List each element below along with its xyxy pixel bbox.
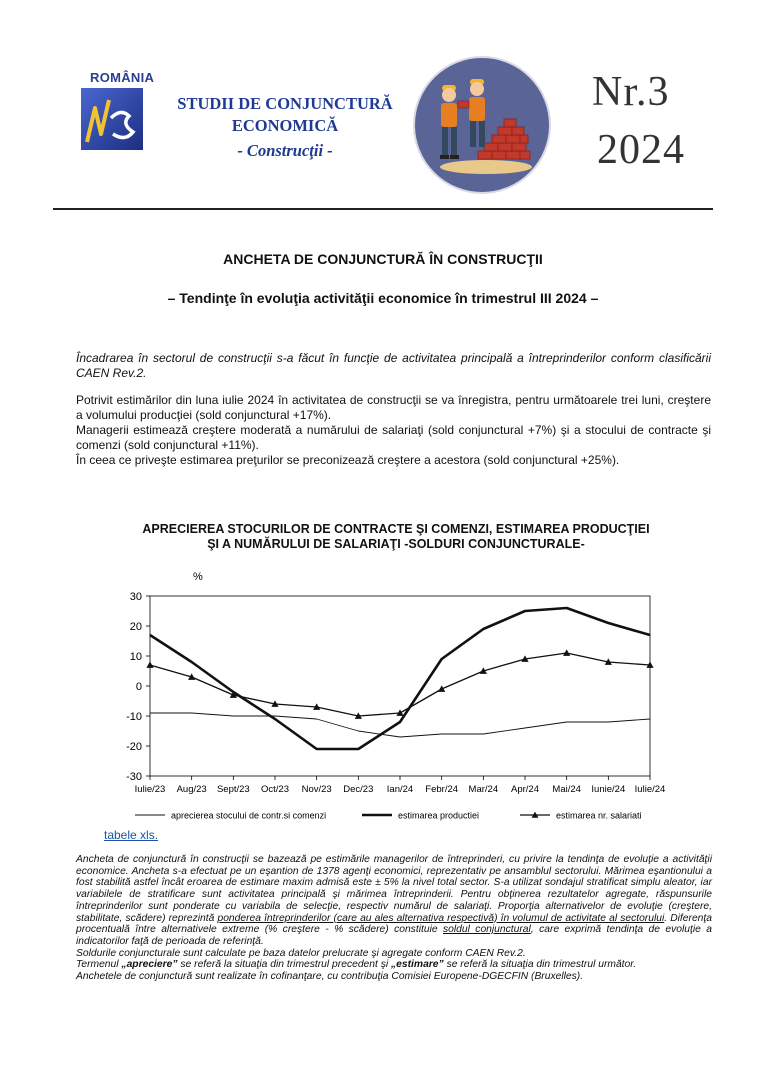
- data-point-marker: [438, 685, 445, 691]
- y-tick-label: -10: [126, 711, 142, 723]
- balance-chart: [100, 565, 720, 830]
- y-tick-label: 0: [135, 681, 142, 693]
- series-line-2: [150, 608, 650, 749]
- y-tick-label: -30: [126, 771, 142, 783]
- data-point-marker: [563, 649, 570, 655]
- y-tick-label: 30: [129, 591, 142, 603]
- issue-number: Nr.3: [592, 69, 670, 115]
- methodology-paragraph-4: Anchetele de conjunctură sunt realizate în cofinanţare, cu contribuţia Comisiei Europene-DGECFIN (Bruxelles).: [76, 971, 584, 983]
- header-divider: [53, 208, 713, 210]
- chart-title-line1: APRECIEREA STOCURILOR DE CONTRACTE ŞI COMENZI, ESTIMAREA PRODUCŢIEI: [142, 522, 650, 536]
- legend-label: aprecierea stocului de contr.si comenzi: [171, 810, 327, 821]
- summary-text: [76, 393, 711, 468]
- y-tick-label: -20: [126, 741, 142, 753]
- x-tick-label: Apr/24: [511, 784, 539, 795]
- x-tick-label: Iulie/24: [634, 784, 666, 795]
- x-tick-label: Iulie/23: [134, 784, 166, 795]
- country-label: ROMÂNIA: [90, 70, 155, 85]
- intro-note: Încadrarea în sectorul de construcţii s-a făcut în funcţie de activitatea principală a întreprinderilor conform clasificării CAEN Rev.2.: [76, 351, 711, 380]
- header-title-line1: STUDII DE CONJUNCTURĂ: [177, 94, 393, 113]
- x-tick-label: Febr/24: [425, 784, 459, 795]
- page-title: ANCHETA DE CONJUNCTURĂ ÎN CONSTRUCŢII: [223, 251, 543, 267]
- x-tick-label: Sept/23: [216, 784, 250, 795]
- summary-paragraph-prices: În ceea ce priveşte estimarea preţurilor se preconizează creştere a acestora (sold conjunctural +25%).: [76, 453, 620, 467]
- chart-title-line2: ŞI A NUMĂRULUI DE SALARIAŢI -SOLDURI CONJUNCTURALE-: [207, 537, 585, 551]
- x-tick-label: Mai/24: [552, 784, 581, 795]
- data-point-marker: [146, 661, 153, 667]
- summary-paragraph-employment: Managerii estimează creştere moderată a numărului de salariaţi (sold conjunctural +7%) şi a stocului de contracte şi comenzi (sold conjunctural +11%).: [76, 423, 711, 452]
- methodology-notes: [76, 854, 712, 983]
- methodology-paragraph-2: Soldurile conjuncturale sunt calculate pe baza datelor prelucrate şi agregate conform CAEN Rev.2.: [76, 947, 526, 959]
- x-tick-label: Iunie/24: [591, 784, 626, 795]
- y-tick-label: 10: [129, 651, 142, 663]
- issue-year: 2024: [597, 127, 685, 173]
- x-tick-label: Dec/23: [343, 784, 374, 795]
- y-axis-label: %: [193, 571, 203, 583]
- xls-tables-link[interactable]: tabele xls.: [104, 828, 159, 842]
- legend-label: estimarea productiei: [398, 810, 480, 821]
- methodology-paragraph-3: Termenul „apreciere” se referă la situaţia din trimestrul precedent şi „estimare” se referă la situaţia din trimestrul următor.: [76, 959, 637, 971]
- summary-paragraph-production: Potrivit estimărilor din luna iulie 2024 în activitatea de construcţii se va înregistra, pentru următoarele trei luni, creştere a volumului producţiei (sold conjunctural +17%).: [76, 393, 711, 422]
- x-tick-label: Mar/24: [468, 784, 499, 795]
- x-tick-label: Aug/23: [176, 784, 207, 795]
- series-line-1: [150, 713, 650, 737]
- header-title-line2: ECONOMICĂ: [231, 116, 339, 135]
- x-tick-label: Ian/24: [386, 784, 414, 795]
- x-tick-label: Nov/23: [301, 784, 332, 795]
- x-tick-label: Oct/23: [261, 784, 289, 795]
- chart-canvas: [100, 565, 720, 825]
- legend-label: estimarea nr. salariati: [556, 810, 642, 821]
- y-tick-label: 20: [129, 621, 142, 633]
- methodology-paragraph-1: Ancheta de conjunctură în construcţii se bazează pe estimările managerilor de întreprinderi, cu privire la tendinţa de evoluţie a activităţii economice. Ancheta s-a efectuat pe un eşantion de 1378 agenţi economici, reprezentativ pe ansamblul sectorului. Mărimea eşantionului a fost stabilită astfel încât eroarea de estimare maxim admisă este ± 5% la nivel total sector. S-a utilizat sondajul stratificat simplu aleator, iar variabilele de stratificare sunt activitatea principală şi mărimea întreprinderii. Pentru obţinerea rezultatelor agregate, răspunsurile întreprinderilor sunt ponderate cu variabila de selecţie, respectiv numărul de salariaţi. Proporţia alternativelor de evoluţie (creştere, stabilitate, scădere) reprezintă ponderea întreprinderilor (care au ales alternativa respectivă) în volumul de activitate al sectorului. Diferenţa procentuală între alternativele extreme (% creştere - % scădere) constituie soldul conjunctural, care exprimă tendinţa de evoluţie a indicatorilor faţă de perioada de referinţă.: [76, 854, 713, 947]
- chart-title: [76, 522, 716, 552]
- page-subtitle: – Tendinţe în evoluţia activităţii economice în trimestrul III 2024 –: [167, 290, 599, 306]
- ins-logo: [81, 88, 143, 150]
- header-title-line3: - Construcţii -: [237, 141, 333, 160]
- construction-workers-illustration: [412, 55, 552, 195]
